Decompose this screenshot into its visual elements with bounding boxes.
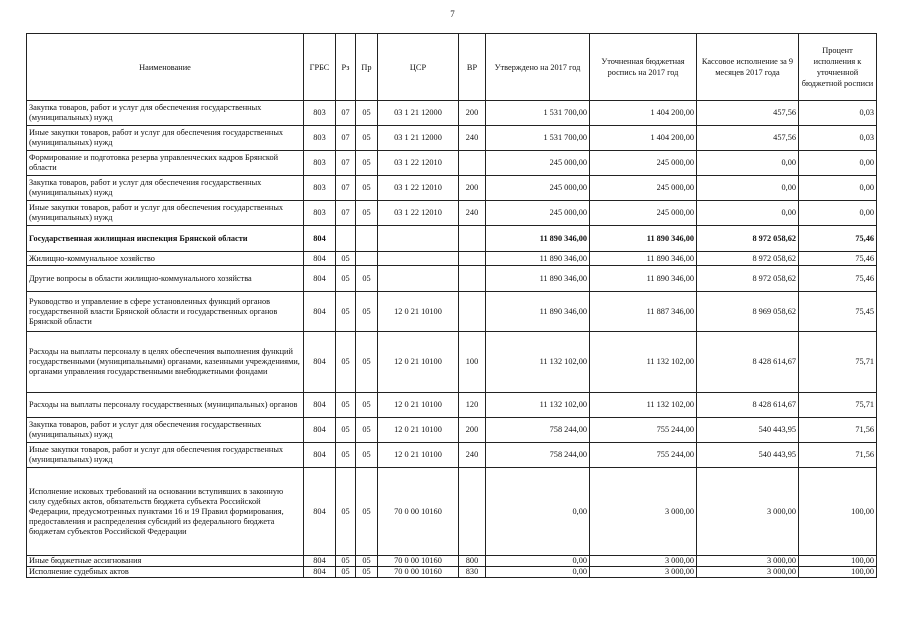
cell-vr: 200 (459, 418, 486, 443)
cell-name: Руководство и управление в сфере установленных функций органов государственной власти Брянской области и государственных органов Брянской области (27, 292, 304, 332)
cell-refined: 1 404 200,00 (590, 101, 697, 126)
cell-refined: 755 244,00 (590, 443, 697, 468)
cell-cash: 457,56 (697, 126, 799, 151)
cell-percent: 0,00 (799, 176, 877, 201)
cell-cash: 540 443,95 (697, 443, 799, 468)
cell-approved: 0,00 (486, 556, 590, 567)
cell-approved: 11 890 346,00 (486, 292, 590, 332)
cell-cash: 8 972 058,62 (697, 226, 799, 252)
cell-rz: 07 (336, 101, 356, 126)
cell-csr: 12 0 21 10100 (378, 393, 459, 418)
cell-grbs: 804 (304, 418, 336, 443)
cell-vr: 240 (459, 126, 486, 151)
cell-percent: 100,00 (799, 567, 877, 578)
cell-grbs: 803 (304, 151, 336, 176)
cell-approved: 11 890 346,00 (486, 252, 590, 266)
cell-pr: 05 (356, 101, 378, 126)
cell-grbs: 804 (304, 443, 336, 468)
table-row (27, 252, 877, 266)
cell-approved: 1 531 700,00 (486, 126, 590, 151)
cell-cash: 8 428 614,67 (697, 332, 799, 393)
cell-csr: 03 1 22 12010 (378, 201, 459, 226)
table-row (27, 266, 877, 292)
cell-pr: 05 (356, 176, 378, 201)
cell-vr (459, 226, 486, 252)
cell-approved: 245 000,00 (486, 201, 590, 226)
cell-rz: 05 (336, 443, 356, 468)
cell-pr: 05 (356, 567, 378, 578)
cell-cash: 3 000,00 (697, 556, 799, 567)
cell-refined: 245 000,00 (590, 201, 697, 226)
cell-rz: 07 (336, 126, 356, 151)
cell-vr (459, 151, 486, 176)
cell-refined: 1 404 200,00 (590, 126, 697, 151)
cell-csr: 03 1 21 12000 (378, 126, 459, 151)
cell-name: Формирование и подготовка резерва управленческих кадров Брянской области (27, 151, 304, 176)
cell-approved: 0,00 (486, 567, 590, 578)
header-rz: Рз (336, 34, 356, 101)
header-pr: Пр (356, 34, 378, 101)
cell-pr: 05 (356, 151, 378, 176)
cell-refined: 245 000,00 (590, 151, 697, 176)
cell-approved: 0,00 (486, 468, 590, 556)
cell-vr: 240 (459, 443, 486, 468)
table-row (27, 292, 877, 332)
cell-name: Жилищно-коммунальное хозяйство (27, 252, 304, 266)
cell-grbs: 804 (304, 252, 336, 266)
cell-cash: 8 972 058,62 (697, 252, 799, 266)
cell-approved: 11 890 346,00 (486, 266, 590, 292)
cell-csr (378, 252, 459, 266)
cell-rz: 05 (336, 393, 356, 418)
cell-grbs: 804 (304, 226, 336, 252)
cell-cash: 8 428 614,67 (697, 393, 799, 418)
cell-rz (336, 226, 356, 252)
cell-vr (459, 266, 486, 292)
table-row (27, 567, 877, 578)
page-number: 7 (450, 9, 455, 19)
cell-name: Государственная жилищная инспекция Брянской области (27, 226, 304, 252)
table-row (27, 101, 877, 126)
table-row (27, 201, 877, 226)
cell-pr (356, 226, 378, 252)
cell-percent: 100,00 (799, 556, 877, 567)
cell-vr: 200 (459, 101, 486, 126)
cell-vr (459, 292, 486, 332)
table-row (27, 468, 877, 556)
cell-cash: 8 972 058,62 (697, 266, 799, 292)
cell-grbs: 804 (304, 468, 336, 556)
cell-percent: 0,03 (799, 101, 877, 126)
cell-csr (378, 266, 459, 292)
cell-vr: 100 (459, 332, 486, 393)
cell-name: Закупка товаров, работ и услуг для обеспечения государственных (муниципальных) нужд (27, 176, 304, 201)
cell-percent: 75,71 (799, 332, 877, 393)
cell-rz: 05 (336, 266, 356, 292)
cell-name: Иные бюджетные ассигнования (27, 556, 304, 567)
cell-name: Другие вопросы в области жилищно-коммунального хозяйства (27, 266, 304, 292)
cell-percent: 0,00 (799, 201, 877, 226)
cell-pr: 05 (356, 266, 378, 292)
cell-name: Иные закупки товаров, работ и услуг для обеспечения государственных (муниципальных) нужд (27, 443, 304, 468)
cell-pr: 05 (356, 332, 378, 393)
cell-vr (459, 252, 486, 266)
cell-grbs: 803 (304, 176, 336, 201)
cell-approved: 1 531 700,00 (486, 101, 590, 126)
cell-grbs: 803 (304, 101, 336, 126)
cell-rz: 07 (336, 201, 356, 226)
header-cash: Кассовое исполнение за 9 месяцев 2017 года (697, 34, 799, 101)
cell-refined: 11 887 346,00 (590, 292, 697, 332)
cell-pr: 05 (356, 468, 378, 556)
cell-cash: 8 969 058,62 (697, 292, 799, 332)
cell-name: Исполнение исковых требований на основании вступивших в законную силу судебных актов, обязательств бюджета субъекта Российской Федерации, предусмотренных пунктами 16 и 19 Правил формирования, предоставления и распределения субсидий из федерального бюджета бюджетам субъектов Российской Федерации (27, 468, 304, 556)
table-row (27, 151, 877, 176)
cell-grbs: 804 (304, 567, 336, 578)
cell-approved: 758 244,00 (486, 443, 590, 468)
header-percent: Процент исполнения к уточненной бюджетной росписи (799, 34, 877, 101)
cell-csr: 12 0 21 10100 (378, 418, 459, 443)
header-refined: Уточненная бюджетная роспись на 2017 год (590, 34, 697, 101)
header-csr: ЦСР (378, 34, 459, 101)
cell-rz: 07 (336, 151, 356, 176)
cell-name: Иные закупки товаров, работ и услуг для обеспечения государственных (муниципальных) нужд (27, 201, 304, 226)
cell-grbs: 804 (304, 292, 336, 332)
cell-refined: 3 000,00 (590, 556, 697, 567)
cell-vr (459, 468, 486, 556)
cell-rz: 05 (336, 556, 356, 567)
cell-csr: 70 0 00 10160 (378, 468, 459, 556)
table-row (27, 226, 877, 252)
header-vr: ВР (459, 34, 486, 101)
cell-pr: 05 (356, 556, 378, 567)
cell-csr: 12 0 21 10100 (378, 332, 459, 393)
cell-cash: 457,56 (697, 101, 799, 126)
cell-refined: 11 890 346,00 (590, 266, 697, 292)
table-row (27, 393, 877, 418)
cell-refined: 11 890 346,00 (590, 252, 697, 266)
cell-csr: 03 1 22 12010 (378, 151, 459, 176)
cell-approved: 245 000,00 (486, 151, 590, 176)
cell-cash: 0,00 (697, 151, 799, 176)
cell-pr: 05 (356, 418, 378, 443)
cell-csr: 70 0 00 10160 (378, 567, 459, 578)
cell-rz: 05 (336, 252, 356, 266)
cell-grbs: 804 (304, 393, 336, 418)
header-grbs: ГРБС (304, 34, 336, 101)
header-name: Наименование (27, 34, 304, 101)
cell-approved: 245 000,00 (486, 176, 590, 201)
cell-vr: 200 (459, 176, 486, 201)
cell-rz: 05 (336, 418, 356, 443)
cell-grbs: 803 (304, 126, 336, 151)
table-row (27, 176, 877, 201)
header-approved: Утверждено на 2017 год (486, 34, 590, 101)
cell-approved: 11 132 102,00 (486, 393, 590, 418)
cell-name: Исполнение судебных актов (27, 567, 304, 578)
cell-refined: 755 244,00 (590, 418, 697, 443)
cell-vr: 830 (459, 567, 486, 578)
cell-rz: 05 (336, 567, 356, 578)
cell-csr: 70 0 00 10160 (378, 556, 459, 567)
cell-refined: 245 000,00 (590, 176, 697, 201)
table-row (27, 418, 877, 443)
table-row (27, 332, 877, 393)
cell-csr: 03 1 21 12000 (378, 101, 459, 126)
cell-pr: 05 (356, 201, 378, 226)
cell-grbs: 804 (304, 266, 336, 292)
budget-execution-table (26, 33, 877, 578)
cell-pr: 05 (356, 126, 378, 151)
cell-vr: 240 (459, 201, 486, 226)
cell-percent: 71,56 (799, 443, 877, 468)
cell-pr: 05 (356, 292, 378, 332)
cell-approved: 11 890 346,00 (486, 226, 590, 252)
cell-pr: 05 (356, 443, 378, 468)
cell-rz: 05 (336, 292, 356, 332)
cell-refined: 11 132 102,00 (590, 393, 697, 418)
cell-vr: 120 (459, 393, 486, 418)
cell-refined: 3 000,00 (590, 567, 697, 578)
cell-refined: 11 132 102,00 (590, 332, 697, 393)
cell-cash: 0,00 (697, 201, 799, 226)
table-header-row (27, 34, 877, 101)
cell-grbs: 804 (304, 332, 336, 393)
cell-percent: 100,00 (799, 468, 877, 556)
cell-percent: 75,46 (799, 252, 877, 266)
table-row (27, 126, 877, 151)
cell-name: Расходы на выплаты персоналу государственных (муниципальных) органов (27, 393, 304, 418)
cell-csr (378, 226, 459, 252)
cell-percent: 75,46 (799, 266, 877, 292)
cell-approved: 11 132 102,00 (486, 332, 590, 393)
cell-pr (356, 252, 378, 266)
cell-percent: 0,03 (799, 126, 877, 151)
cell-csr: 12 0 21 10100 (378, 443, 459, 468)
cell-approved: 758 244,00 (486, 418, 590, 443)
cell-cash: 0,00 (697, 176, 799, 201)
cell-grbs: 803 (304, 201, 336, 226)
cell-refined: 11 890 346,00 (590, 226, 697, 252)
cell-name: Иные закупки товаров, работ и услуг для обеспечения государственных (муниципальных) нужд (27, 126, 304, 151)
table-row (27, 556, 877, 567)
cell-csr: 03 1 22 12010 (378, 176, 459, 201)
cell-percent: 75,71 (799, 393, 877, 418)
cell-name: Закупка товаров, работ и услуг для обеспечения государственных (муниципальных) нужд (27, 101, 304, 126)
cell-percent: 0,00 (799, 151, 877, 176)
cell-refined: 3 000,00 (590, 468, 697, 556)
cell-cash: 540 443,95 (697, 418, 799, 443)
cell-rz: 07 (336, 176, 356, 201)
cell-percent: 71,56 (799, 418, 877, 443)
cell-rz: 05 (336, 468, 356, 556)
cell-vr: 800 (459, 556, 486, 567)
cell-grbs: 804 (304, 556, 336, 567)
cell-cash: 3 000,00 (697, 567, 799, 578)
cell-pr: 05 (356, 393, 378, 418)
table-row (27, 443, 877, 468)
cell-cash: 3 000,00 (697, 468, 799, 556)
cell-name: Закупка товаров, работ и услуг для обеспечения государственных (муниципальных) нужд (27, 418, 304, 443)
cell-name: Расходы на выплаты персоналу в целях обеспечения выполнения функций государственными (муниципальными) органами, казенными учреждениями, органами управления государственными внебюджетными фондами (27, 332, 304, 393)
cell-rz: 05 (336, 332, 356, 393)
cell-csr: 12 0 21 10100 (378, 292, 459, 332)
cell-percent: 75,46 (799, 226, 877, 252)
cell-percent: 75,45 (799, 292, 877, 332)
table-body (27, 101, 877, 578)
